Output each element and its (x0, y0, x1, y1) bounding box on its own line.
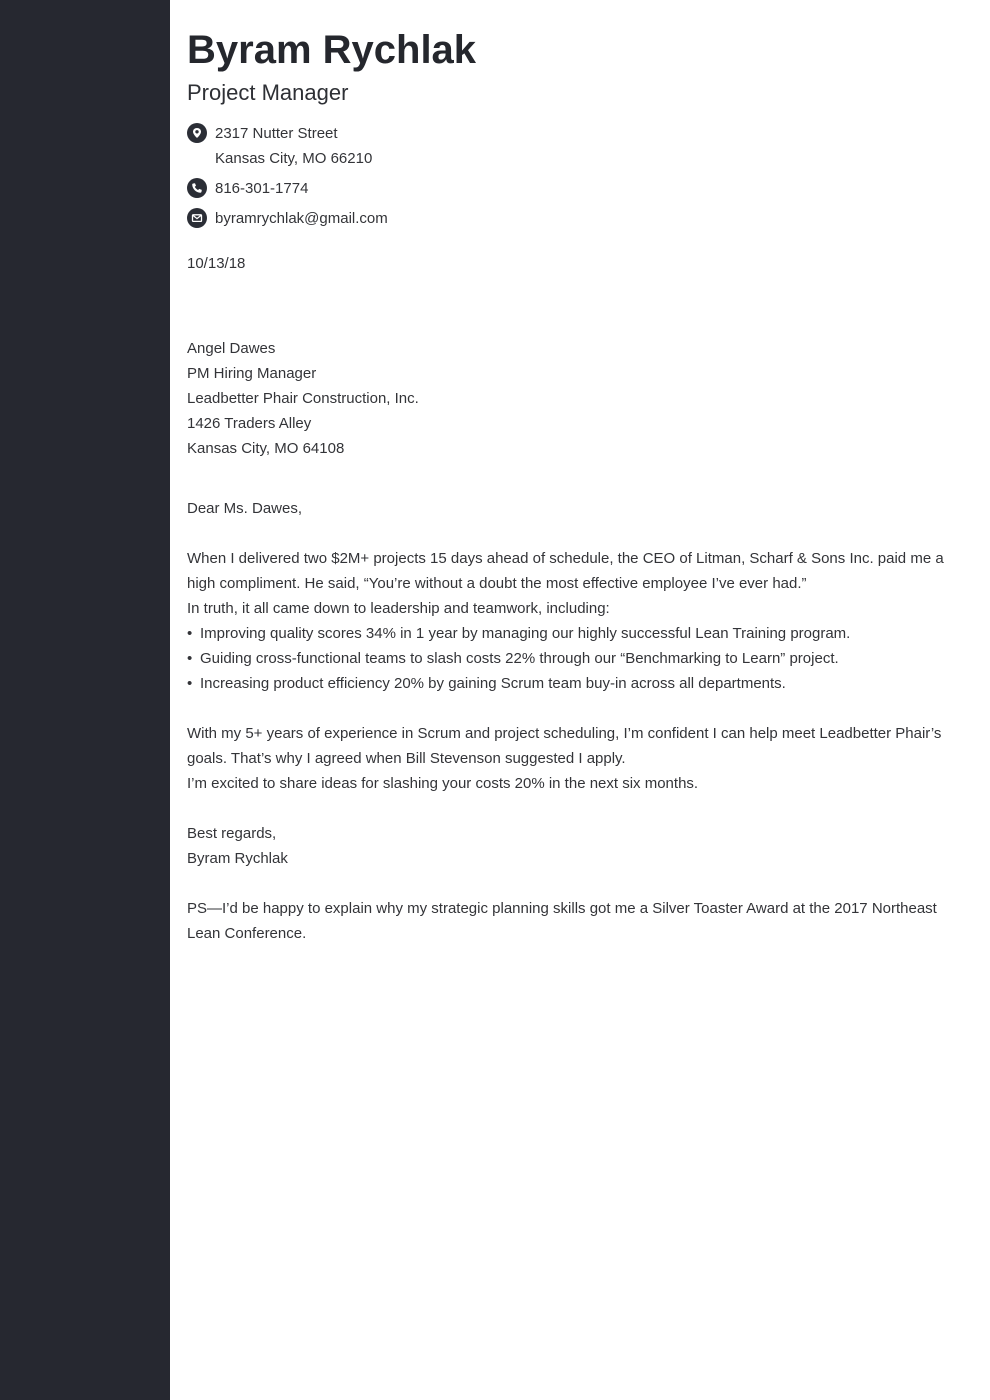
phone-number: 816-301-1774 (215, 180, 309, 197)
bullet-icon: • (187, 625, 193, 642)
signature: Byram Rychlak (187, 850, 288, 867)
contact-email (187, 206, 388, 231)
map-pin-icon (187, 123, 207, 143)
list-item-text: Increasing product efficiency 20% by gaining Scrum team buy-in across all departments. (200, 675, 786, 692)
recipient-block (187, 336, 957, 461)
contact-address (187, 121, 388, 171)
body-paragraph-2: I’m excited to share ideas for slashing your costs 20% in the next six months. (187, 775, 699, 792)
bullet-icon: • (187, 650, 193, 667)
envelope-icon (187, 208, 207, 228)
phone-icon (187, 178, 207, 198)
list-item-text: Improving quality scores 34% in 1 year by managing our highly successful Lean Training program. (200, 625, 851, 642)
achievements-list (187, 621, 957, 696)
list-item (187, 646, 957, 671)
recipient-street: 1426 Traders Alley (187, 415, 312, 432)
letter-date: 10/13/18 (187, 255, 246, 272)
list-intro: In truth, it all came down to leadership and teamwork, including: (187, 600, 610, 617)
applicant-job-title: Project Manager (187, 80, 349, 105)
address-line-2: Kansas City, MO 66210 (215, 150, 373, 167)
salutation: Dear Ms. Dawes, (187, 500, 303, 517)
closing: Best regards, (187, 825, 277, 842)
recipient-company: Leadbetter Phair Construction, Inc. (187, 390, 419, 407)
address-line-1: 2317 Nutter Street (215, 125, 338, 142)
bullet-icon: • (187, 675, 193, 692)
opening-paragraph: When I delivered two $2M+ projects 15 days ahead of schedule, the CEO of Litman, Scharf & Sons Inc. paid me a high compliment. He said, “You’re without a doubt the most effective employee I’ve ever had.” (187, 550, 944, 592)
list-item (187, 621, 957, 646)
postscript: PS—I’d be happy to explain why my strategic planning skills got me a Silver Toaster Award at the 2017 Northeast Lean Conference. (187, 900, 937, 942)
recipient-title: PM Hiring Manager (187, 365, 317, 382)
recipient-city: Kansas City, MO 64108 (187, 440, 345, 457)
recipient-name: Angel Dawes (187, 340, 276, 357)
applicant-name: Byram Rychlak (187, 28, 477, 72)
letter-body (187, 251, 957, 946)
sidebar-decoration (0, 0, 170, 1400)
list-item-text: Guiding cross-functional teams to slash costs 22% through our “Benchmarking to Learn” project. (200, 650, 839, 667)
contact-info (187, 121, 388, 231)
body-paragraph: With my 5+ years of experience in Scrum and project scheduling, I’m confident I can help meet Leadbetter Phair’s goals. That’s why I agreed when Bill Stevenson suggested I apply. (187, 725, 942, 767)
list-item (187, 671, 957, 696)
email-address: byramrychlak@gmail.com (215, 210, 388, 227)
contact-phone (187, 176, 388, 201)
